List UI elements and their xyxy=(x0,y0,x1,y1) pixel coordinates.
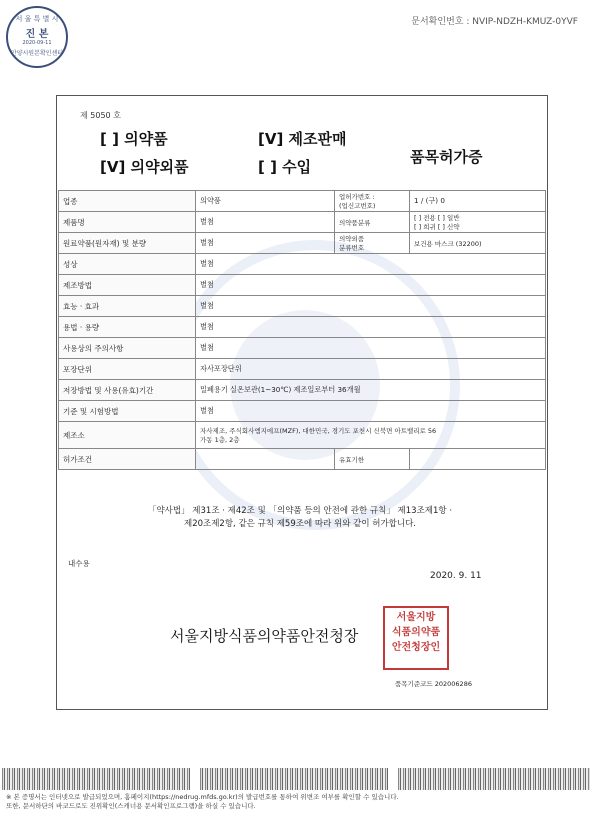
table-row xyxy=(59,296,546,317)
row-label: 제조방법 xyxy=(59,275,196,296)
table-row xyxy=(59,359,546,380)
table-row xyxy=(59,191,546,212)
row-label: 기준 및 시험방법 xyxy=(59,401,196,422)
footer-notice xyxy=(6,793,592,811)
table-row xyxy=(59,380,546,401)
stamp-line2: 진 본 xyxy=(25,29,49,40)
document-confirm-number: 문서확인번호 : NVIP-NDZH-KMUZ-0YVF xyxy=(411,17,578,27)
barcode-icon xyxy=(398,768,590,790)
row-sub-value: 1 / (구) 0 xyxy=(410,191,546,212)
row-label: 저장방법 및 사용(유효)기간 xyxy=(59,380,196,401)
row-label: 효능 · 효과 xyxy=(59,296,196,317)
footer-line1: ※ 본 증명서는 인터넷으로 발급되었으며, 홈페이지(https://nedrug.mfds.go.kr)의 발급번호를 통하여 위변조 여부를 확인할 수 있습니다. xyxy=(6,793,399,801)
stamp-line3: 2020-09-11 xyxy=(22,40,52,46)
stamp-line1: 서 울 특 별 시 xyxy=(15,15,59,23)
permission-notice xyxy=(60,505,540,531)
row-value: 별첨 xyxy=(196,338,546,359)
table-row xyxy=(59,449,546,470)
certificate-number: 제 5050 호 xyxy=(80,111,121,120)
row-label: 용법 · 용량 xyxy=(59,317,196,338)
row-sub-value xyxy=(410,449,546,470)
row-value: 별첨 xyxy=(196,401,546,422)
row-value xyxy=(196,449,335,470)
row-sub-label: 의약외품 분류번호 xyxy=(335,233,410,254)
category-import: [ ] 수입 xyxy=(258,158,312,176)
row-sub-value: [ ] 전용 [ ] 일반 [ ] 희귀 [ ] 신약 xyxy=(410,212,546,233)
table-row xyxy=(59,422,546,449)
seal-line2: 식품의약품 xyxy=(391,627,441,638)
table-row xyxy=(59,254,546,275)
row-label: 사용상의 주의사항 xyxy=(59,338,196,359)
table-row xyxy=(59,401,546,422)
footer-line2: 또한, 문서하단의 바코드로도 진위확인(스캐너용 문서확인프로그램)을 하실 수 있습니다. xyxy=(6,802,256,810)
row-value: 자사제조, 주식회사엠지에프(MZF), 대한민국, 경기도 포천시 신북면 아트밸리로 56 가동 1층, 2층 xyxy=(196,422,546,449)
row-sub-label: 유효기한 xyxy=(335,449,410,470)
table-row xyxy=(59,212,546,233)
certificate-title: 품목허가증 xyxy=(410,148,483,166)
barcode-icon xyxy=(2,768,190,790)
receiver-label: 내수용 xyxy=(68,559,90,568)
row-value: 별첨 xyxy=(196,317,546,338)
row-sub-value: 보건용 마스크 (32200) xyxy=(410,233,546,254)
issuing-agency: 서울지방식품의약품안전청장 xyxy=(170,627,359,645)
category-quasi-drug: [V] 의약외품 xyxy=(100,158,189,176)
table-row xyxy=(59,317,546,338)
barcode-icon xyxy=(200,768,388,790)
row-sub-label: 의약품분류 xyxy=(335,212,410,233)
row-value: 의약품 xyxy=(196,191,335,212)
notice-line1: 「약사법」 제31조 · 제42조 및 「의약품 등의 안전에 관한 규칙」 제13조제1항 · xyxy=(147,506,453,516)
product-info-table xyxy=(58,190,546,470)
table-row xyxy=(59,338,546,359)
row-label: 원료약품(원자재) 및 분량 xyxy=(59,233,196,254)
notice-line2: 제20조제2항, 같은 규칙 제59조에 따라 위와 같이 허가합니다. xyxy=(183,519,416,529)
certified-copy-stamp xyxy=(6,6,68,68)
row-value: 별첨 xyxy=(196,212,335,233)
row-value: 별첨 xyxy=(196,233,335,254)
row-value: 밀폐용기 실온보관(1~30℃) 제조일로부터 36개월 xyxy=(196,380,546,401)
row-value: 별첨 xyxy=(196,275,546,296)
table-row xyxy=(59,275,546,296)
issue-date: 2020. 9. 11 xyxy=(430,571,482,581)
official-seal xyxy=(383,606,449,670)
item-standard-code: 품목기준코드 202006286 xyxy=(395,680,472,688)
row-label: 성상 xyxy=(59,254,196,275)
row-label: 제조소 xyxy=(59,422,196,449)
category-manufacture-sale: [V] 제조판매 xyxy=(258,130,347,148)
row-label: 허가조건 xyxy=(59,449,196,470)
row-sub-label: 업허가번호 : (업신고번호) xyxy=(335,191,410,212)
table-row xyxy=(59,233,546,254)
seal-line1: 서울지방 xyxy=(396,612,436,623)
category-medicine: [ ] 의약품 xyxy=(100,130,168,148)
row-label: 포장단위 xyxy=(59,359,196,380)
row-value: 별첨 xyxy=(196,296,546,317)
row-value: 자사포장단위 xyxy=(196,359,546,380)
seal-line3: 안전청장인 xyxy=(391,642,441,653)
row-value: 별첨 xyxy=(196,254,546,275)
row-label: 제품명 xyxy=(59,212,196,233)
row-label: 업종 xyxy=(59,191,196,212)
stamp-line4: 안양시원본확인센터 xyxy=(10,50,64,57)
